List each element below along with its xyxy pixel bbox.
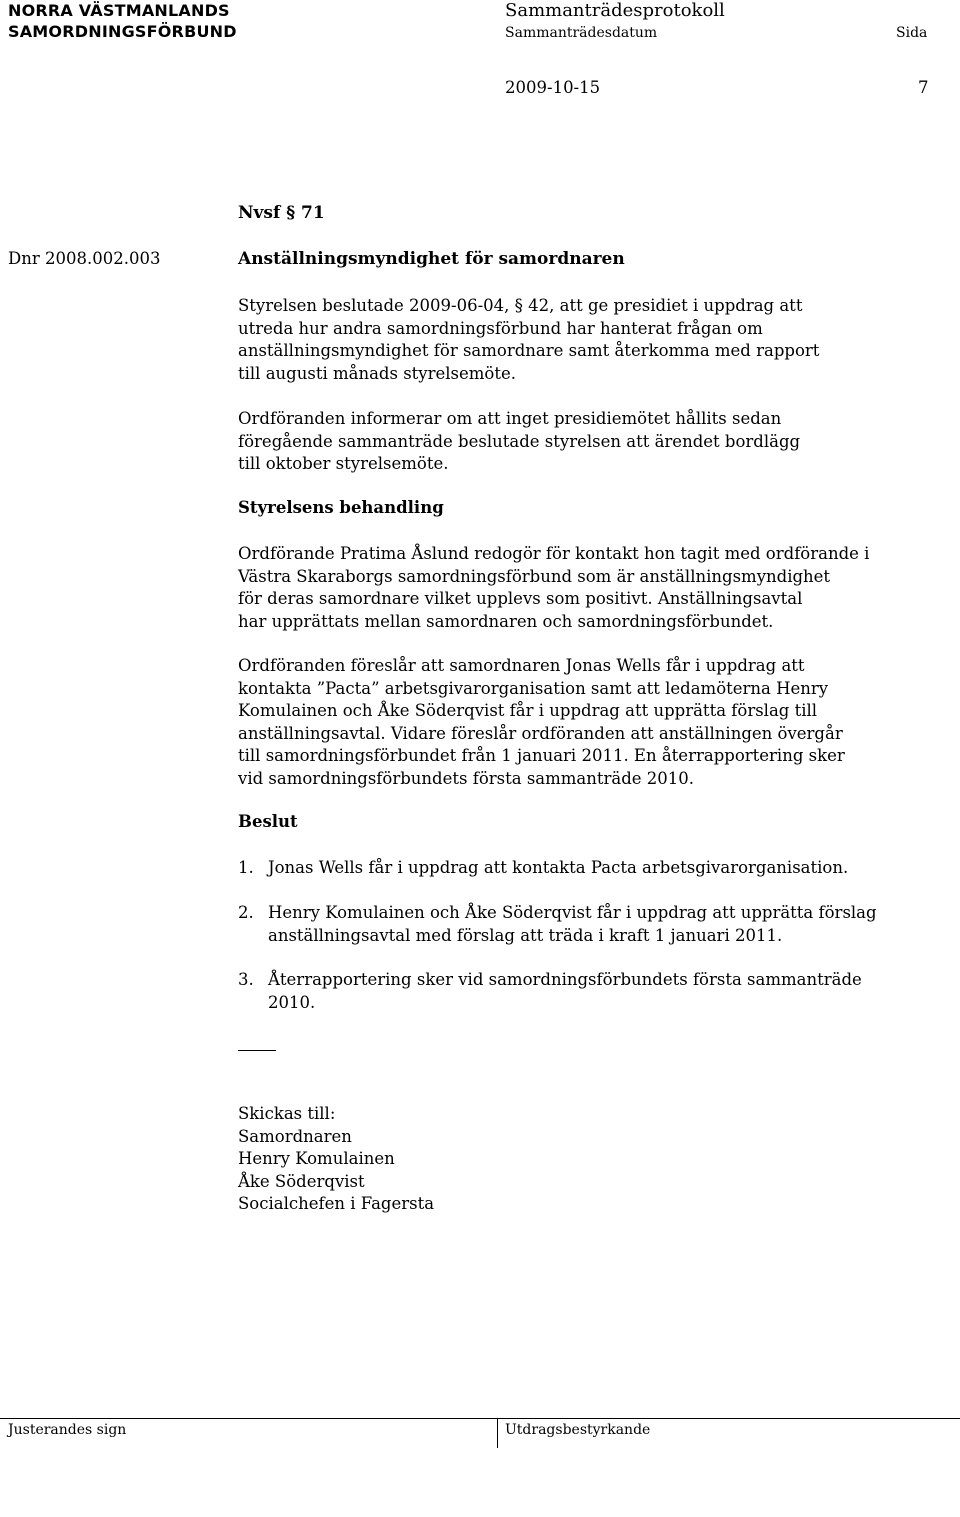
footer-rule — [0, 1418, 960, 1419]
org-name-line1: NORRA VÄSTMANLANDS — [8, 1, 230, 20]
decision-text: Henry Komulainen och Åke Söderqvist får i uppdrag att upprätta förslag — [268, 903, 877, 922]
text-line: till augusti månads styrelsemöte. — [238, 363, 517, 383]
paragraph-background — [238, 295, 819, 385]
text-line: för deras samordnare vilket upplevs som positivt. Anställningsavtal — [238, 589, 803, 608]
text-line: utreda hur andra samordningsförbund har hanterat frågan om — [238, 318, 763, 338]
text-line: Ordförande Pratima Åslund redogör för kontakt hon tagit med ordförande i — [238, 544, 870, 563]
section-title: Anställningsmyndighet för samordnaren — [238, 249, 625, 269]
heading-board-deliberation: Styrelsens behandling — [238, 498, 444, 517]
decision-text: anställningsavtal med förslag att träda i kraft 1 januari 2011. — [268, 925, 783, 945]
text-line: Ordföranden föreslår att samordnaren Jonas Wells får i uppdrag att — [238, 656, 805, 675]
text-line: till oktober styrelsemöte. — [238, 454, 449, 473]
text-line: vid samordningsförbundets första sammanträde 2010. — [238, 768, 695, 788]
paragraph-chair-info — [238, 408, 800, 476]
separator-rule — [238, 1050, 276, 1051]
text-line: föregående sammanträde beslutade styrelsen att ärendet bordlägg — [238, 431, 801, 451]
footer-certification-label: Utdragsbestyrkande — [505, 1422, 651, 1438]
recipient: Henry Komulainen — [238, 1149, 395, 1168]
text-line: anställningsmyndighet för samordnare samt återkomma med rapport — [238, 341, 820, 360]
text-line: har upprättats mellan samordnaren och samordningsförbundet. — [238, 611, 774, 631]
meeting-date: 2009-10-15 — [505, 78, 601, 97]
org-name-line2: SAMORDNINGSFÖRBUND — [8, 22, 237, 41]
paragraph-proposal — [238, 655, 845, 790]
distribution-label: Skickas till: — [238, 1104, 336, 1123]
decision-number: 1. — [238, 858, 254, 877]
diary-number: Dnr 2008.002.003 — [8, 249, 161, 268]
heading-decision: Beslut — [238, 812, 298, 831]
recipient: Socialchefen i Fagersta — [238, 1194, 435, 1213]
footer-divider — [497, 1418, 498, 1448]
decision-number: 3. — [238, 970, 254, 989]
section-number: Nvsf § 71 — [238, 203, 325, 223]
decision-text: Jonas Wells får i uppdrag att kontakta Pacta arbetsgivarorganisation. — [268, 858, 849, 877]
decision-item-3 — [0, 969, 960, 1015]
decision-item-1 — [0, 857, 960, 881]
date-label: Sammanträdesdatum — [505, 25, 658, 41]
recipient: Åke Söderqvist — [238, 1171, 365, 1191]
text-line: Västra Skaraborgs samordningsförbund som är anställningsmyndighet — [238, 566, 831, 586]
footer-signature-label: Justerandes sign — [8, 1422, 127, 1438]
decision-number: 2. — [238, 903, 254, 922]
text-line: Ordföranden informerar om att inget presidiemötet hållits sedan — [238, 409, 782, 428]
paragraph-deliberation — [238, 543, 869, 633]
text-line: kontakta ”Pacta” arbetsgivarorganisation samt att ledamöterna Henry — [238, 678, 829, 698]
text-line: till samordningsförbundet från 1 januari 2011. En återrapportering sker — [238, 746, 845, 765]
text-line: Styrelsen beslutade 2009-06-04, § 42, att ge presidiet i uppdrag att — [238, 296, 803, 315]
document-type: Sammanträdesprotokoll — [505, 0, 725, 21]
decision-text: Återrapportering sker vid samordningsförbundets första sammanträde — [268, 970, 862, 989]
recipient: Samordnaren — [238, 1126, 352, 1146]
distribution-list — [238, 1103, 434, 1216]
page-label: Sida — [896, 25, 928, 41]
decision-text: 2010. — [268, 992, 316, 1012]
text-line: anställningsavtal. Vidare föreslår ordföranden att anställningen övergår — [238, 723, 843, 743]
page-number: 7 — [918, 78, 929, 97]
text-line: Komulainen och Åke Söderqvist får i uppdrag att upprätta förslag till — [238, 701, 818, 720]
decision-item-2 — [0, 902, 960, 948]
